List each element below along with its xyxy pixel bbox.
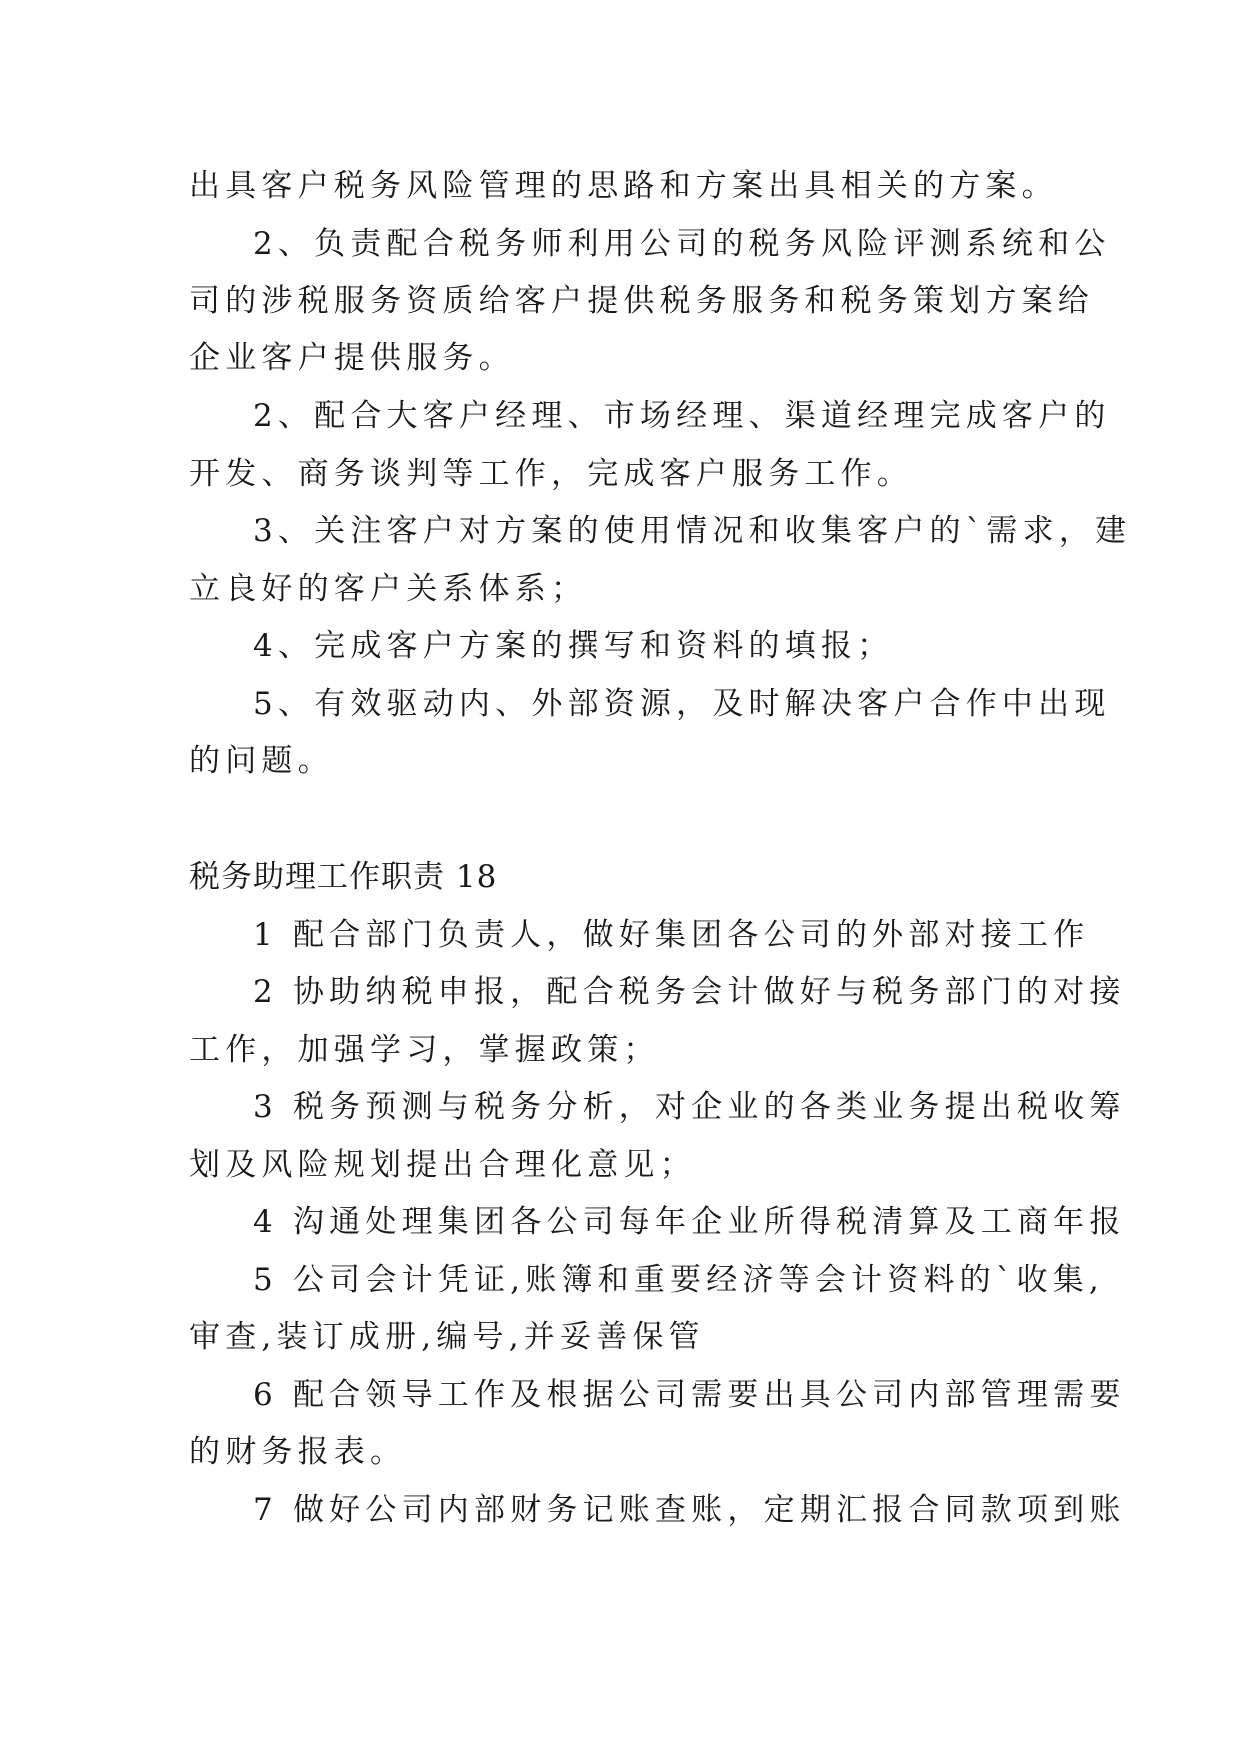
text-line-2: 2、负责配合税务师利用公司的税务风险评测系统和公 (253, 226, 1111, 262)
text-line-1: 出具客户税务风险管理的思路和方案出具相关的方案。 (189, 168, 1058, 204)
text-line-17: 划及风险规划提出合理化意见； (189, 1147, 696, 1183)
text-line-11: 的问题。 (189, 743, 334, 779)
text-line-10: 5、有效驱动内、外部资源，及时解决客户合作中出现 (253, 686, 1111, 722)
text-line-16: 3 税务预测与税务分析，对企业的各类业务提出税收筹 (253, 1089, 1126, 1125)
text-line-7: 3、关注客户对方案的使用情况和收集客户的`需求，建 (253, 513, 1132, 549)
text-line-22: 的财务报表。 (189, 1434, 407, 1470)
text-line-4: 企业客户提供服务。 (189, 340, 515, 376)
text-line-18: 4 沟通处理集团各公司每年企业所得税清算及工商年报 (253, 1204, 1126, 1240)
text-line-6: 开发、商务谈判等工作，完成客户服务工作。 (189, 456, 913, 492)
text-line-8: 立良好的客户关系体系； (189, 571, 588, 607)
text-line-20: 审查,装订成册,编号,并妥善保管 (189, 1319, 705, 1355)
text-line-19: 5 公司会计凭证,账簿和重要经济等会计资料的`收集, (253, 1262, 1104, 1298)
text-line-5: 2、配合大客户经理、市场经理、渠道经理完成客户的 (253, 398, 1111, 434)
text-line-9: 4、完成客户方案的撰写和资料的填报； (253, 628, 894, 664)
section-heading: 税务助理工作职责 18 (189, 859, 498, 895)
text-line-23: 7 做好公司内部财务记账查账，定期汇报合同款项到账 (253, 1492, 1126, 1528)
text-line-15: 工作，加强学习，掌握政策； (189, 1032, 660, 1068)
text-line-13: 1 配合部门负责人，做好集团各公司的外部对接工作 (253, 917, 1090, 953)
text-line-3: 司的涉税服务资质给客户提供税务服务和税务策划方案给 (189, 283, 1094, 319)
text-line-14: 2 协助纳税申报，配合税务会计做好与税务部门的对接 (253, 974, 1126, 1010)
text-line-21: 6 配合领导工作及根据公司需要出具公司内部管理需要 (253, 1377, 1126, 1413)
